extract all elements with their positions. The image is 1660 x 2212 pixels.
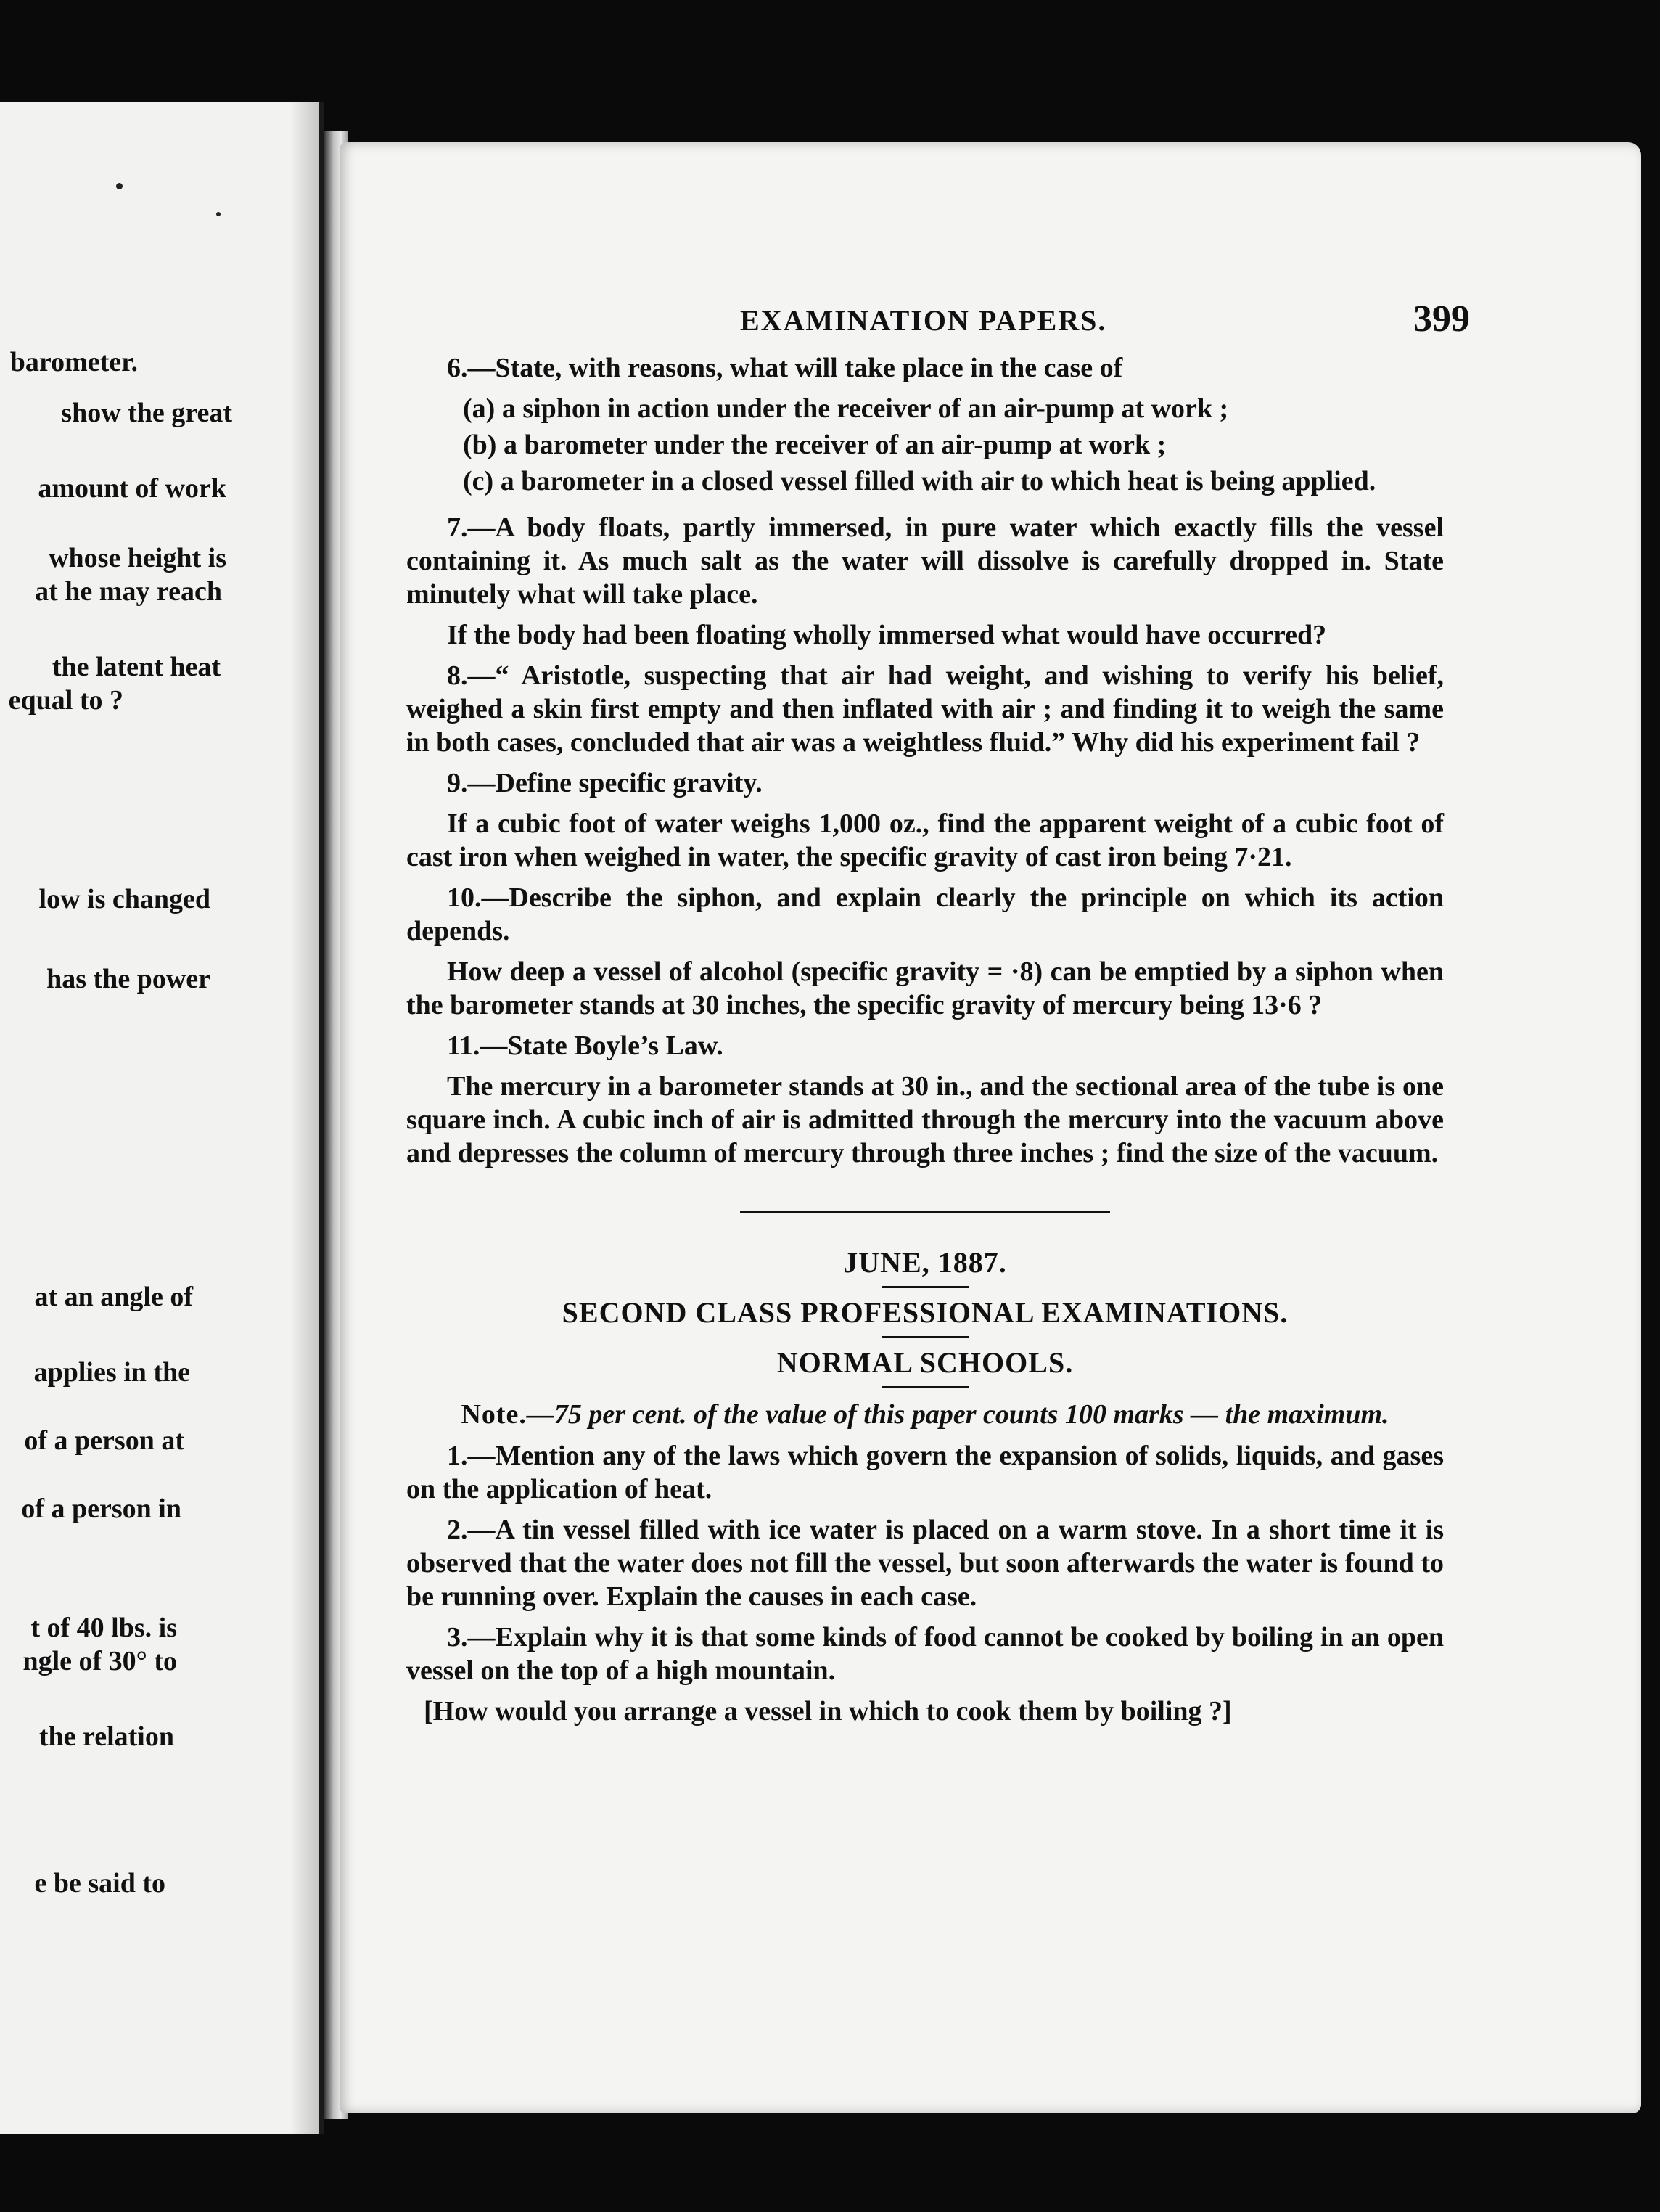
question-text: —Describe the siphon, and explain clearly the principle on which its action depends. (406, 882, 1444, 946)
facing-line: at an angle of (34, 1282, 193, 1312)
short-rule (882, 1336, 969, 1338)
question-number: 3. (447, 1622, 468, 1652)
facing-line: at he may reach (35, 576, 222, 607)
facing-line: e be said to (34, 1868, 165, 1898)
note-label: Note. (461, 1399, 527, 1430)
question-11 (406, 1029, 1444, 1062)
exam-subtitle: NORMAL SCHOOLS. (776, 1346, 1074, 1379)
running-head (406, 298, 1470, 341)
facing-line: the latent heat (52, 652, 221, 682)
question-6 (406, 351, 1444, 385)
question-number: 10. (447, 882, 482, 913)
exam-note (406, 1398, 1444, 1430)
running-title: EXAMINATION PAPERS. (740, 304, 1107, 337)
question-number: 2. (447, 1515, 468, 1545)
facing-line: ngle of 30° to (22, 1646, 177, 1676)
note-text: —75 per cent. of the value of this paper counts 100 marks — the maximum. (526, 1399, 1389, 1430)
question-number: 8. (447, 660, 468, 691)
question-text: —“ Aristotle, suspecting that air had weight, and wishing to verify his belief, weighed a skin first empty and then inflated with air ; and finding it to weigh the same in both cases, concluded that air was a weightless fluid.” Why did his experiment fail ? (406, 660, 1444, 758)
question-text: —State, with reasons, what will take place in the case of (467, 353, 1123, 383)
question-number: 7. (447, 512, 468, 543)
question-text: —Mention any of the laws which govern the expansion of solids, liquids, and gases on the application of heat. (406, 1441, 1444, 1504)
question-number: 6. (447, 353, 468, 383)
page-body (406, 298, 1470, 1735)
ink-speck (216, 212, 221, 216)
page-399 (340, 142, 1641, 2113)
question-10-follow-up: How deep a vessel of alcohol (specific gravity = ·8) can be emptied by a siphon when the barometer stands at 30 inches, the specific gravity of mercury being 13·6 ? (406, 957, 1444, 1020)
question-text: —A tin vessel filled with ice water is placed on a warm stove. In a short time it is observed that the water does not fill the vessel, but soon afterwards the water is found to be running over. Explain the causes in each case. (406, 1515, 1444, 1612)
exam-date: JUNE, 1887. (843, 1246, 1007, 1279)
question-7 (406, 511, 1444, 611)
question-text: —A body floats, partly immersed, in pure water which exactly fills the vessel containing it. As much salt as the water will dissolve is carefully dropped in. State minutely what will take place. (406, 512, 1444, 610)
facing-line: amount of work (38, 473, 226, 504)
gutter-shadow (290, 102, 319, 2134)
question-9-follow-up: If a cubic foot of water weighs 1,000 oz., find the apparent weight of a cubic foot of cast iron when weighed in water, the specific gravity of cast iron being 7·21. (406, 808, 1444, 872)
facing-line: has the power (46, 964, 210, 994)
facing-line: low is changed (38, 884, 210, 914)
question-6-part-a (463, 392, 1444, 425)
facing-page (0, 102, 324, 2134)
part-text: a siphon in action under the receiver of an air-pump at work ; (501, 393, 1229, 424)
normal-question-3-follow-up: [How would you arrange a vessel in which to cook them by boiling ?] (424, 1696, 1232, 1726)
facing-line: equal to ? (8, 685, 123, 716)
facing-line: show the great (61, 398, 232, 428)
question-8 (406, 659, 1444, 759)
question-text: —Explain why it is that some kinds of food cannot be cooked by boiling in an open vessel on the top of a high mountain. (406, 1622, 1444, 1686)
facing-line: whose height is (49, 543, 226, 573)
section-divider (740, 1211, 1110, 1213)
part-label: (c) (463, 466, 494, 496)
normal-question-2 (406, 1513, 1444, 1613)
question-number: 9. (447, 768, 468, 798)
question-10 (406, 881, 1444, 948)
part-label: (b) (463, 430, 497, 460)
facing-line: barometer. (9, 347, 138, 377)
question-6-part-c (463, 464, 1444, 498)
question-number: 11. (447, 1031, 480, 1061)
facing-line: of a person in (21, 1494, 181, 1524)
question-9 (406, 766, 1444, 800)
facing-line: applies in the (33, 1357, 190, 1388)
normal-question-1 (406, 1439, 1444, 1506)
question-11-follow-up: The mercury in a barometer stands at 30 in., and the sectional area of the tube is one square inch. A cubic inch of air is admitted through the mercury into the vacuum above and depresses the column of mercury through three inches ; find the size of the vacuum. (406, 1071, 1444, 1168)
short-rule (882, 1386, 969, 1388)
short-rule (882, 1286, 969, 1288)
facing-line: t of 40 lbs. is (30, 1613, 177, 1643)
question-number: 1. (447, 1441, 468, 1471)
part-label: (a) (463, 393, 496, 424)
question-6-part-b (463, 428, 1444, 462)
facing-line: the relation (38, 1721, 174, 1752)
question-text: —Define specific gravity. (467, 768, 763, 798)
facing-line: of a person at (24, 1425, 184, 1456)
page-number: 399 (1413, 298, 1470, 340)
normal-question-3 (406, 1621, 1444, 1687)
question-text: —State Boyle’s Law. (480, 1031, 723, 1061)
part-text: a barometer in a closed vessel filled with air to which heat is being applied. (500, 466, 1376, 496)
ink-speck (116, 183, 123, 189)
part-text: a barometer under the receiver of an air-pump at work ; (503, 430, 1167, 460)
question-7-follow-up: If the body had been floating wholly immersed what would have occurred? (447, 620, 1327, 650)
exam-title: SECOND CLASS PROFESSIONAL EXAMINATIONS. (562, 1296, 1289, 1329)
